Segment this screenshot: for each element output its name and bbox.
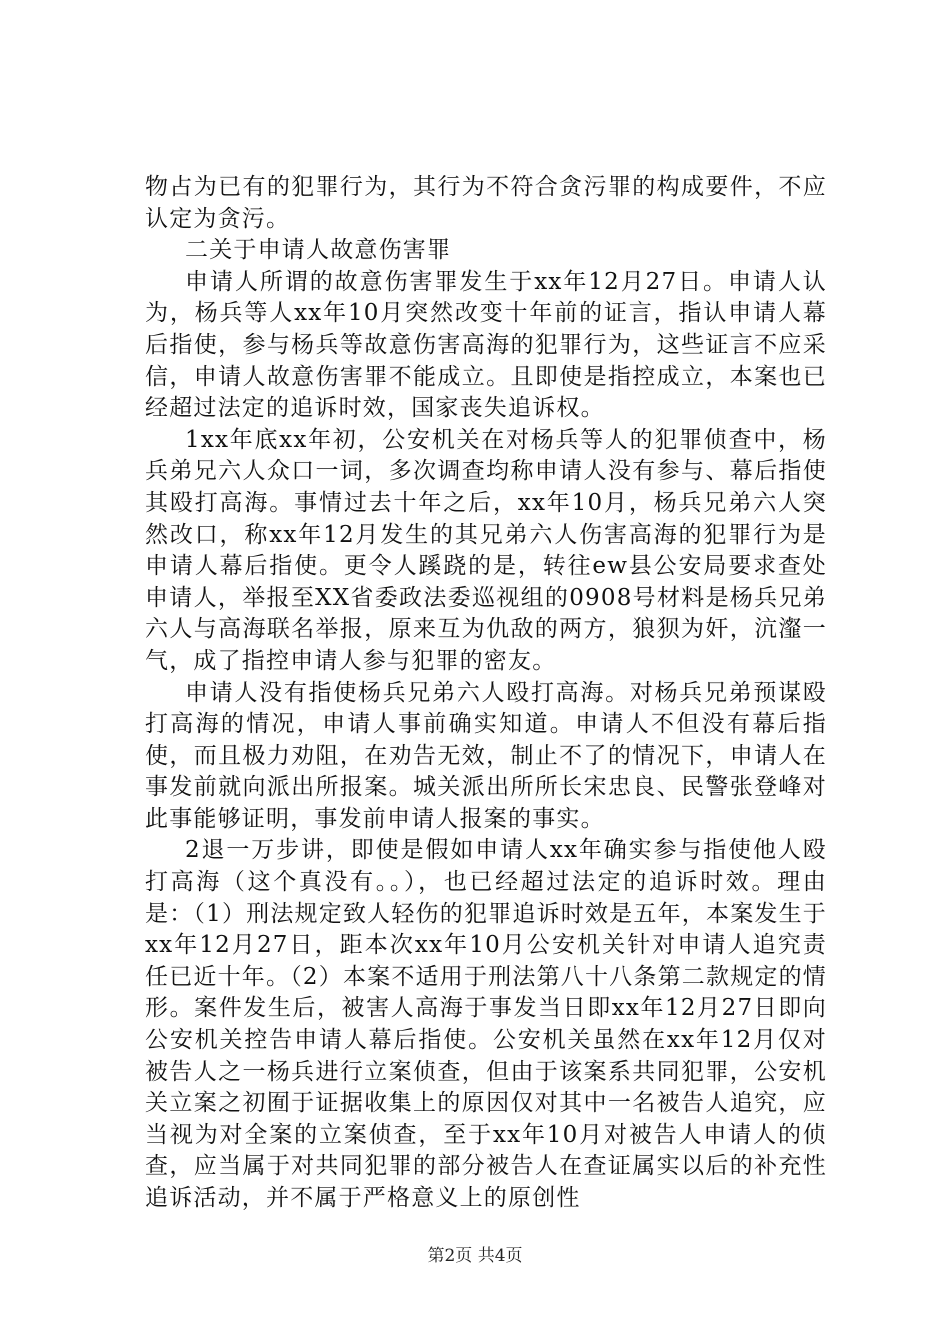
paragraph: 申请人没有指使杨兵兄弟六人殴打高海。对杨兵兄弟预谋殴打高海的情况，申请人事前确实知道。申请人不但没有幕后指使，而且极力劝阻，在劝告无效，制止不了的情况下，申请人在事发前就向派出所报案。城关派出所所长宋忠良、民警张登峰对此事能够证明，事发前申请人报案的事实。 (145, 679, 827, 832)
page-footer: 第2页 共4页 (427, 1246, 523, 1266)
document-body (145, 172, 827, 1215)
paragraph-continuation: 物占为已有的犯罪行为，其行为不符合贪污罪的构成要件，不应认定为贪污。 (145, 174, 827, 232)
paragraph: 1xx年底xx年初，公安机关在对杨兵等人的犯罪侦查中，杨兵弟兄六人众口一词，多次调查均称申请人没有参与、幕后指使其殴打高海。事情过去十年之后，xx年10月，杨兵兄弟六人突然改口，称xx年12月发生的其兄弟六人伤害高海的犯罪行为是申请人幕后指使。更令人蹊跷的是，转往ew县公安局要求查处申请人，举报至XX省委政法委巡视组的0908号材料是杨兵兄弟六人与高海联名举报，原来互为仇敌的两方，狼狈为奸，沆瀣一气，成了指控申请人参与犯罪的密友。 (145, 426, 827, 674)
paragraph: 2退一万步讲，即使是假如申请人xx年确实参与指使他人殴打高海（这个真没有。。），也已经超过法定的追诉时效。理由是：（1）刑法规定致人轻伤的犯罪追诉时效是五年，本案发生于xx年12月27日，距本次xx年10月公安机关针对申请人追究责任已近十年。（2）本案不适用于刑法第八十八条第二款规定的情形。案件发生后，被害人高海于事发当日即xx年12月27日即向公安机关控告申请人幕后指使。公安机关虽然在xx年12月仅对被告人之一杨兵进行立案侦查，但由于该案系共同犯罪，公安机关立案之初囿于证据收集上的原因仅对其中一名被告人追究，应当视为对全案的立案侦查，至于xx年10月对被告人申请人的侦查，应当属于对共同犯罪的部分被告人在查证属实以后的补充性追诉活动，并不属于严格意义上的原创性 (145, 837, 827, 1211)
section-heading: 二关于申请人故意伤害罪 (185, 237, 452, 264)
paragraph: 申请人所谓的故意伤害罪发生于xx年12月27日。申请人认为，杨兵等人xx年10月突然改变十年前的证言，指认申请人幕后指使，参与杨兵等故意伤害高海的犯罪行为，这些证言不应采信，申请人故意伤害罪不能成立。且即使是指控成立，本案也已经超过法定的追诉时效，国家丧失追诉权。 (145, 268, 827, 422)
